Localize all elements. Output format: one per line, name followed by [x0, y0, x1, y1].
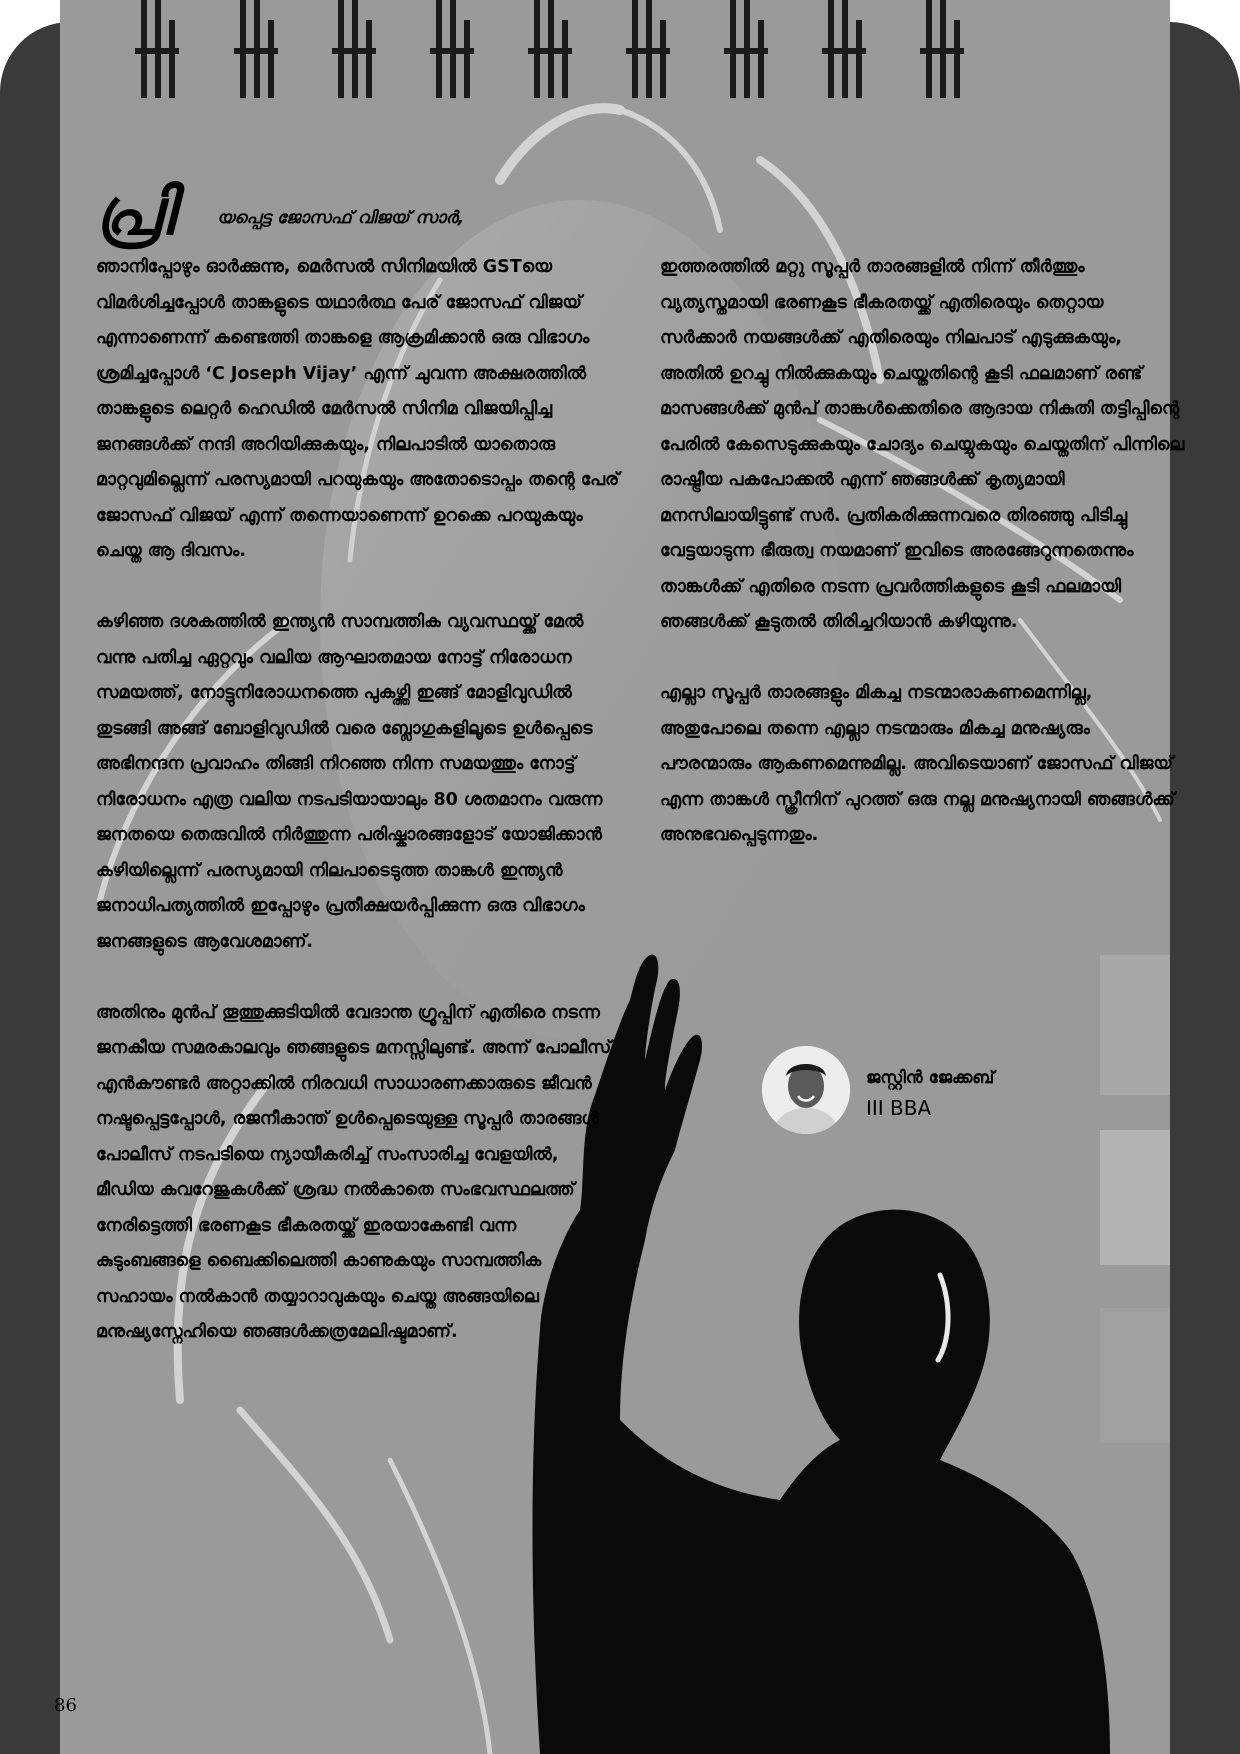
author-class: III BBA — [866, 1096, 932, 1120]
salutation: യപ്പെട്ട ജോസഫ് വിജയ് സാർ, — [217, 208, 465, 228]
author-name: ജസ്റ്റിൻ ജേക്കബ് — [866, 1068, 995, 1088]
left-column — [96, 250, 621, 1386]
paragraph: ഇത്തരത്തിൽ മറ്റു സൂപ്പർ താരങ്ങളിൽ നിന്ന് തീർത്തും വ്യത്യസ്തമായി ഭരണകൂട ഭീകരതയ്ക്ക് എതിരെയും തെറ്റായ സർക്കാർ നയങ്ങൾക്ക് എതിരെയും നിലപാട് എടുക്കുകയും, അതിൽ ഉറച്ചു നിൽക്കുകയും ചെയ്തതിന്റെ കൂടി ഫലമാണ് രണ്ട് മാസങ്ങൾക്ക് മുൻപ് താങ്കൾക്കെതിരെ ആദായ നികുതി തട്ടിപ്പിന്റെ പേരിൽ കേസെടുക്കുകയും ചോദ്യം ചെയ്യുകയും ചെയ്തതിന് പിന്നിലെ രാഷ്ട്രീയ പകപോക്കൽ എന്ന് ഞങ്ങൾക്ക് കൃത്യമായി മനസിലായിട്ടുണ്ട് സർ. പ്രതികരിക്കുന്നവരെ തിരഞ്ഞു പിടിച്ചു വേട്ടയാടുന്ന ഭീരുത്വ നയമാണ് ഇവിടെ അരങ്ങേറുന്നതെന്നും താങ്കൾക്ക് എതിരെ നടന്ന പ്രവർത്തികളുടെ കൂടി ഫലമായി ഞങ്ങൾക്ക് കൂടുതൽ തിരിച്ചറിയാൻ കഴിയുന്നു. — [660, 257, 1185, 632]
spiral-binding-ring — [133, 0, 183, 100]
spiral-binding-ring — [232, 0, 282, 100]
spiral-binding-ring — [526, 0, 576, 100]
drop-cap: പ്രി — [95, 176, 174, 250]
spiral-binding-ring — [330, 0, 380, 100]
spiral-binding-ring — [428, 0, 478, 100]
spiral-binding-ring — [722, 0, 772, 100]
paragraph: ഞാനിപ്പോഴും ഓർക്കുന്നു, മെർസൽ സിനിമയിൽ GSTയെ വിമർശിച്ചപ്പോൾ താങ്കളുടെ യഥാർത്ഥ പേര് ജോസഫ് വിജയ് എന്നാണെന്ന് കണ്ടെത്തി താങ്കളെ ആക്രമിക്കാൻ ഒരു വിഭാഗം ശ്രമിച്ചപ്പോൾ ‘C Joseph Vijay’ എന്ന് ചുവന്ന അക്ഷരത്തിൽ താങ്കളുടെ ലെറ്റർ ഹെഡിൽ മേർസൽ സിനിമ വിജയിപ്പിച്ച ജനങ്ങൾക്ക് നന്ദി അറിയിക്കുകയും, നിലപാടിൽ യാതൊരു മാറ്റവുമില്ലെന്ന് പരസ്യമായി പറയുകയും അതോടൊപ്പം തന്റെ പേര് ജോസഫ് വിജയ് എന്ന് തന്നെയാണെന്ന് ഉറക്കെ പറയുകയും ചെയ്ത ആ ദിവസം. — [96, 257, 620, 561]
paragraph: എല്ലാ സൂപ്പർ താരങ്ങളും മികച്ച നടന്മാരാകണമെന്നില്ല, അതുപോലെ തന്നെ എല്ലാ നടന്മാരും മികച്ച മനുഷ്യരും പൗരന്മാരും ആകണമെന്നുമില്ല. അവിടെയാണ് ജോസഫ് വിജയ് എന്ന താങ്കൾ സ്ക്രീനിന് പുറത്ത് ഒരു നല്ല മനുഷ്യനായി ഞങ്ങൾക്ക് അനുഭവപ്പെടുന്നതും. — [660, 683, 1175, 845]
right-column — [660, 250, 1185, 889]
paragraph: അതിനും മുൻപ് തൂത്തുക്കുടിയിൽ വേദാന്ത ഗ്രൂപ്പിന് എതിരെ നടന്ന ജനകീയ സമരകാലവും ഞങ്ങളുടെ മനസ്സിലുണ്ട്. അന്ന് പോലീസ് എൻകൗണ്ടർ അറ്റാക്കിൽ നിരവധി സാധാരണക്കാരുടെ ജീവൻ നഷ്ടപ്പെട്ടപ്പോൾ, രജനീകാന്ത് ഉൾപ്പെടെയുള്ള സൂപ്പർ താരങ്ങൾ പോലീസ് നടപടിയെ ന്യായീകരിച്ച് സംസാരിച്ച വേളയിൽ, മീഡിയ കവറേജുകൾക്ക് ശ്രദ്ധ നൽകാതെ സംഭവസ്ഥലത്ത് നേരിട്ടെത്തി ഭരണകൂട ഭീകരതയ്ക്ക് ഇരയാകേണ്ടി വന്ന കുടുംബങ്ങളെ ബൈക്കിലെത്തി കാണുകയും സാമ്പത്തിക സഹായം നൽകാൻ തയ്യാറാവുകയും ചെയ്ത അങ്ങയിലെ മനുഷ്യസ്നേഹിയെ ഞങ്ങൾക്കത്രമേലിഷ്ടമാണ്. — [96, 1002, 612, 1342]
spiral-binding-ring — [624, 0, 674, 100]
author-avatar — [762, 1046, 850, 1134]
letter-heading — [95, 178, 795, 248]
paragraph: കഴിഞ്ഞ ദശകത്തിൽ ഇന്ത്യൻ സാമ്പത്തിക വ്യവസ്ഥയ്ക്ക് മേൽ വന്നു പതിച്ച ഏറ്റവും വലിയ ആഘാതമായ നോട്ട് നിരോധന സമയത്ത്, നോട്ടുനിരോധനത്തെ പുകഴ്ത്തി ഇങ്ങ് മോളിവുഡിൽ തുടങ്ങി അങ്ങ് ബോളിവുഡിൽ വരെ ബ്ലോഗുകളിലൂടെ ഉൾപ്പെടെ അഭിനന്ദന പ്രവാഹം തിങ്ങി നിറഞ്ഞ നിന്ന സമയത്തും നോട്ട് നിരോധനം എത്ര വലിയ നടപടിയായാലും 80 ശതമാനം വരുന്ന ജനതയെ തെരുവിൽ നിർത്തുന്ന പരിഷ്കാരങ്ങളോട് യോജിക്കാൻ കഴിയില്ലെന്ന് പരസ്യമായി നിലപാടെടുത്ത താങ്കൾ ഇന്ത്യൻ ജനാധിപത്യത്തിൽ ഇപ്പോഴും പ്രതീക്ഷയർപ്പിക്കുന്ന ഒരു വിഭാഗം ജനങ്ങളുടെ ആവേശമാണ്. — [96, 612, 603, 952]
spiral-binding-ring — [820, 0, 870, 100]
author-byline — [762, 1046, 1062, 1136]
spiral-binding-ring — [918, 0, 968, 100]
page-number: 86 — [54, 1695, 77, 1716]
